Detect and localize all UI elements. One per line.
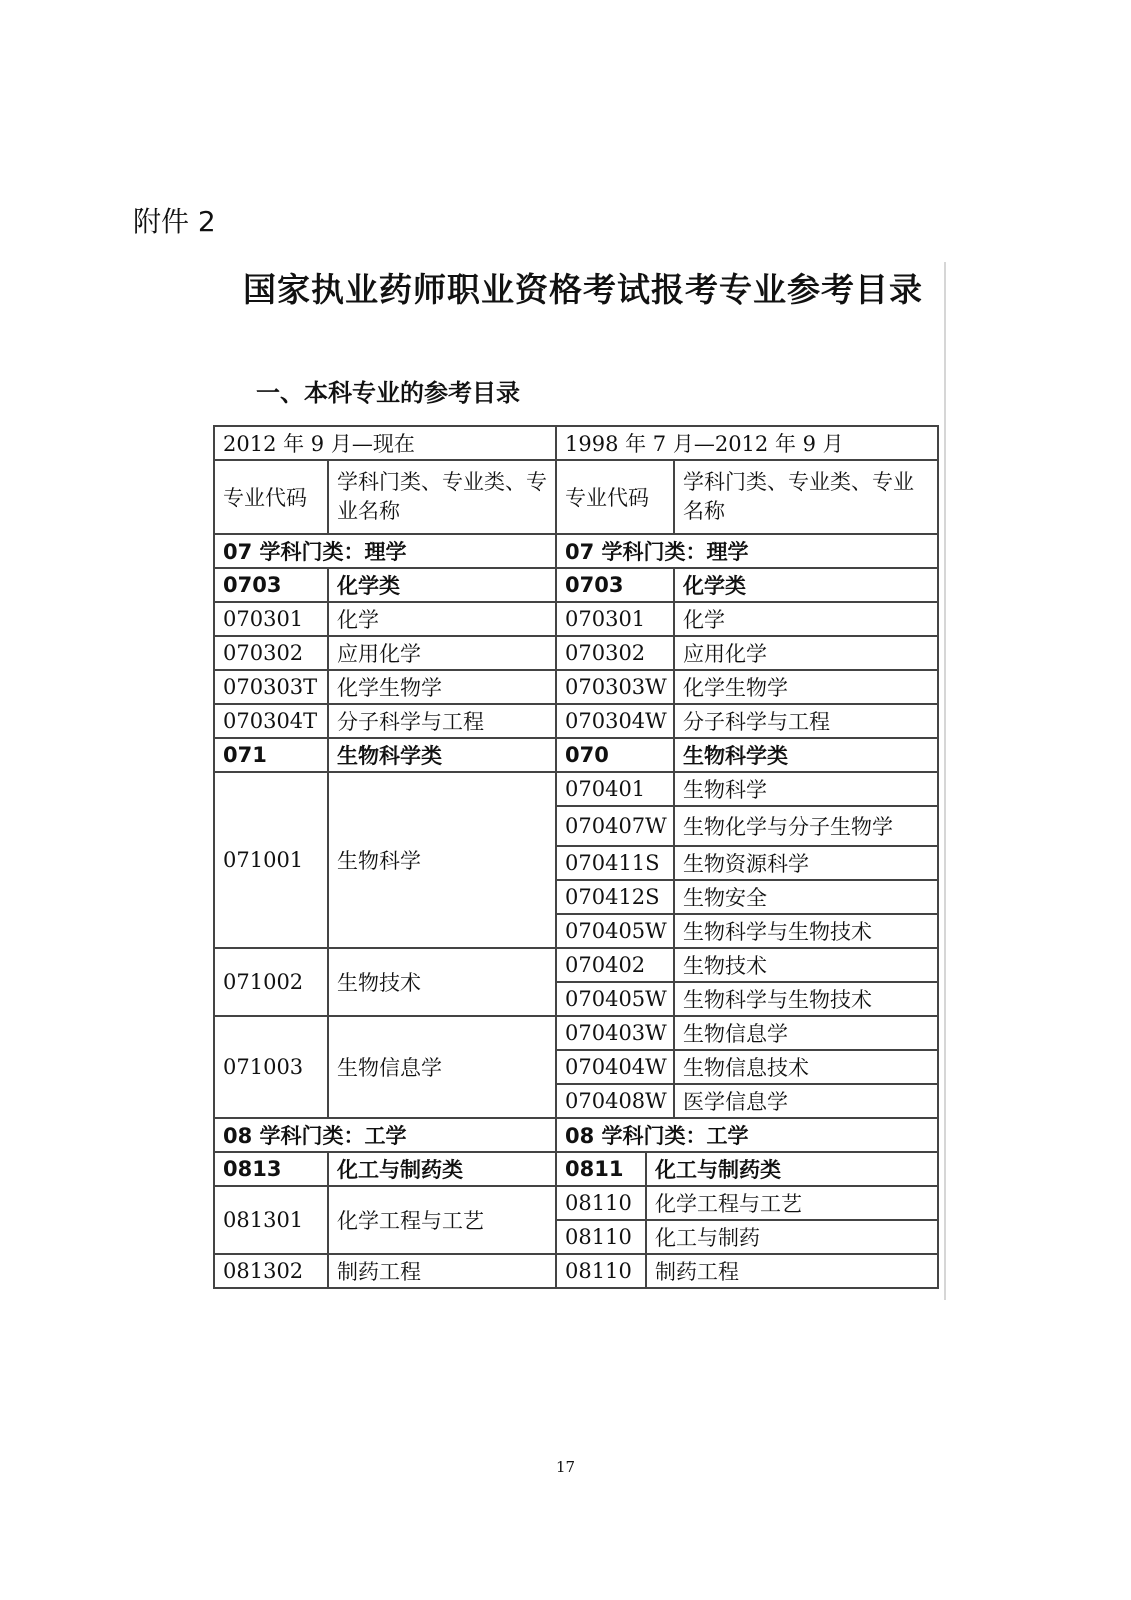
major-code-old: 070304W [556, 704, 674, 738]
category-07-new: 07 学科门类：理学 [214, 534, 556, 568]
group-name-old: 化学类 [674, 568, 938, 602]
group-code-new: 071 [214, 738, 328, 772]
group-name-new: 生物科学类 [328, 738, 556, 772]
major-code-new: 070301 [214, 602, 328, 636]
major-name-old: 生物科学 [674, 772, 938, 806]
major-name-old: 化学生物学 [674, 670, 938, 704]
major-code-old: 070402 [556, 948, 674, 982]
major-code-new: 081301 [214, 1186, 328, 1254]
col-code-new: 专业代码 [214, 460, 328, 534]
major-code-old: 070411S [556, 846, 674, 880]
major-code-old: 08110 [556, 1254, 646, 1288]
major-code-old: 070403W [556, 1016, 674, 1050]
major-code-old: 070301 [556, 602, 674, 636]
major-name-old: 生物化学与分子生物学 [674, 806, 938, 846]
major-code-old: 08110 [556, 1186, 646, 1220]
table-row [214, 704, 938, 738]
major-code-new: 070302 [214, 636, 328, 670]
table-row [214, 772, 938, 806]
major-code-new: 071003 [214, 1016, 328, 1118]
major-code-old: 070404W [556, 1050, 674, 1084]
group-row [214, 568, 938, 602]
group-code-new: 0813 [214, 1152, 328, 1186]
col-name-new: 学科门类、专业类、专业名称 [328, 460, 556, 534]
major-name-new: 应用化学 [328, 636, 556, 670]
page-number: 17 [555, 1458, 576, 1476]
major-code-old: 070408W [556, 1084, 674, 1118]
group-code-old: 070 [556, 738, 674, 772]
major-code-old: 070405W [556, 982, 674, 1016]
major-name-new: 化学生物学 [328, 670, 556, 704]
major-code-new: 071001 [214, 772, 328, 948]
major-name-new: 生物技术 [328, 948, 556, 1016]
table-row [214, 636, 938, 670]
document-title: 国家执业药师职业资格考试报考专业参考目录 [243, 270, 923, 309]
major-name-old: 化工与制药 [646, 1220, 938, 1254]
period-row [214, 426, 938, 460]
major-code-old: 070303W [556, 670, 674, 704]
category-row [214, 1118, 938, 1152]
major-name-old: 分子科学与工程 [674, 704, 938, 738]
major-name-new: 化学工程与工艺 [328, 1186, 556, 1254]
major-code-old: 070401 [556, 772, 674, 806]
group-name-old: 生物科学类 [674, 738, 938, 772]
table-row [214, 670, 938, 704]
major-code-old: 070302 [556, 636, 674, 670]
major-name-old: 生物信息学 [674, 1016, 938, 1050]
table-row [214, 1016, 938, 1050]
major-name-new: 生物信息学 [328, 1016, 556, 1118]
major-code-new: 070304T [214, 704, 328, 738]
group-code-new: 0703 [214, 568, 328, 602]
category-07-old: 07 学科门类：理学 [556, 534, 938, 568]
major-name-old: 生物技术 [674, 948, 938, 982]
table-row [214, 1254, 938, 1288]
major-name-old: 应用化学 [674, 636, 938, 670]
major-code-new: 071002 [214, 948, 328, 1016]
group-row [214, 738, 938, 772]
major-name-new: 分子科学与工程 [328, 704, 556, 738]
major-name-old: 生物科学与生物技术 [674, 982, 938, 1016]
group-code-old: 0703 [556, 568, 674, 602]
scan-edge-line [944, 262, 946, 1300]
table-row [214, 602, 938, 636]
reference-table [213, 425, 939, 1289]
major-code-old: 08110 [556, 1220, 646, 1254]
group-code-old: 0811 [556, 1152, 646, 1186]
attachment-label: 附件 2 [133, 205, 216, 238]
table-row [214, 948, 938, 982]
major-name-old: 生物资源科学 [674, 846, 938, 880]
category-row [214, 534, 938, 568]
major-name-new: 生物科学 [328, 772, 556, 948]
group-name-new: 化学类 [328, 568, 556, 602]
period-new: 2012 年 9 月—现在 [214, 426, 556, 460]
major-code-new: 081302 [214, 1254, 328, 1288]
table-row [214, 1186, 938, 1220]
group-name-old: 化工与制药类 [646, 1152, 938, 1186]
major-code-old: 070412S [556, 880, 674, 914]
major-name-new: 化学 [328, 602, 556, 636]
major-name-old: 化学 [674, 602, 938, 636]
section-heading: 一、本科专业的参考目录 [256, 379, 520, 407]
major-name-old: 生物安全 [674, 880, 938, 914]
major-name-old: 制药工程 [646, 1254, 938, 1288]
major-name-old: 医学信息学 [674, 1084, 938, 1118]
col-name-old: 学科门类、专业类、专业名称 [674, 460, 938, 534]
major-name-old: 生物信息技术 [674, 1050, 938, 1084]
major-code-old: 070407W [556, 806, 674, 846]
col-code-old: 专业代码 [556, 460, 674, 534]
column-header-row [214, 460, 938, 534]
category-08-new: 08 学科门类：工学 [214, 1118, 556, 1152]
group-name-new: 化工与制药类 [328, 1152, 556, 1186]
category-08-old: 08 学科门类：工学 [556, 1118, 938, 1152]
major-name-new: 制药工程 [328, 1254, 556, 1288]
major-code-new: 070303T [214, 670, 328, 704]
major-name-old: 生物科学与生物技术 [674, 914, 938, 948]
major-name-old: 化学工程与工艺 [646, 1186, 938, 1220]
period-old: 1998 年 7 月—2012 年 9 月 [556, 426, 938, 460]
major-code-old: 070405W [556, 914, 674, 948]
group-row [214, 1152, 938, 1186]
